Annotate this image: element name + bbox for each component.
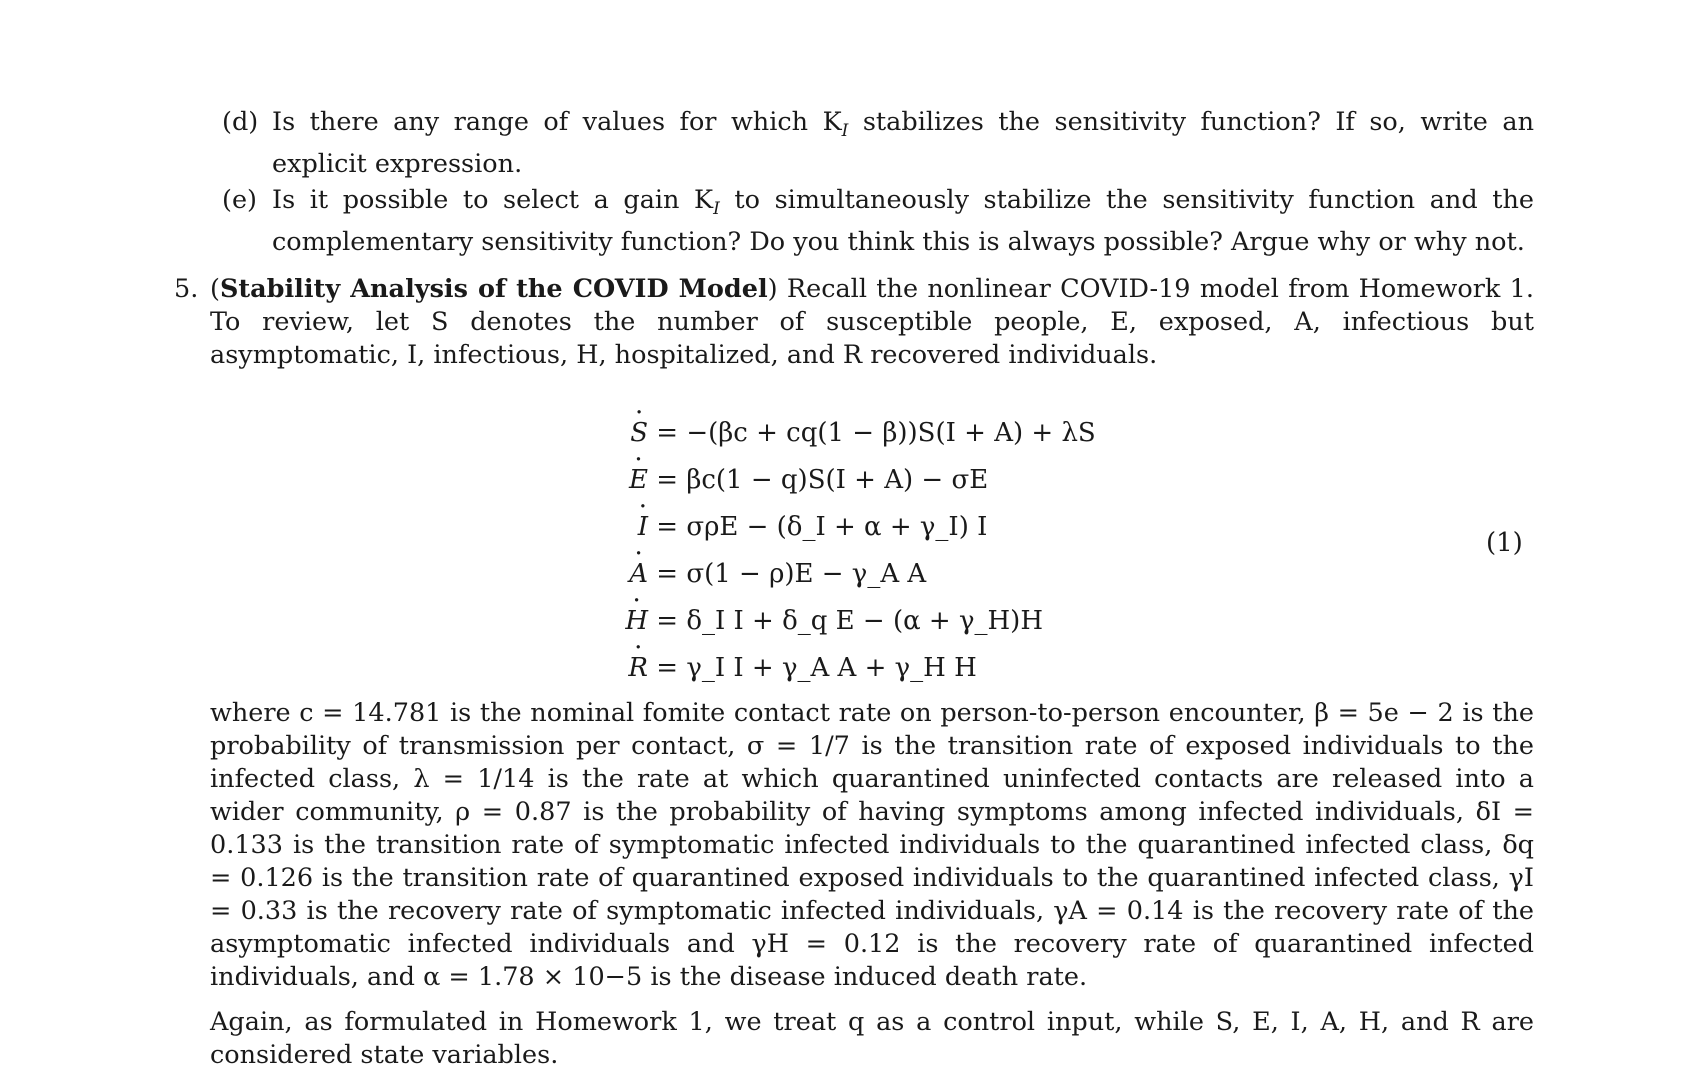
problem-5-close-paren: )	[767, 274, 778, 304]
equation-i	[600, 504, 1096, 551]
item-d-label: (d)	[222, 107, 259, 137]
item-e-part1: Is it possible to select a gain K	[272, 185, 714, 215]
equation-s-rhs: = −(βc + cq(1 − β))S(I + A) + λS	[656, 418, 1096, 448]
item-d-part1: Is there any range of values for which K	[272, 107, 842, 137]
equation-i-rhs: = σρE − (δ_I + α + γ_I) I	[656, 512, 988, 542]
item-e-text	[272, 184, 1534, 259]
parameters-paragraph: where c = 14.781 is the nominal fomite contact rate on person-to-person encounter, β = 5e − 2 is the probability of transmission per contact, σ = 1/7 is the transition rate of exposed individuals to the infected class, λ = 1/14 is the rate at which quarantined uninfected contacts are released into a wider community, ρ = 0.87 is the probability of having symptoms among infected individuals, δI = 0.133 is the transition rate of symptomatic infected individuals to the quarantined infected class, δq = 0.126 is the transition rate of quarantined exposed individuals to the quarantined infected class, γI = 0.33 is the recovery rate of symptomatic infected individuals, γA = 0.14 is the recovery rate of the asymptomatic infected individuals and γH = 0.12 is the recovery rate of quarantined infected individuals, and α = 1.78 × 10−5 is the disease induced death rate.	[210, 698, 1534, 992]
equation-h-rhs: = δ_I I + δ_q E − (α + γ_H)H	[656, 606, 1043, 636]
equation-h-lhs: · H	[625, 598, 648, 645]
closing-paragraph: Again, as formulated in Homework 1, we treat q as a control input, while S, E, I, A, H, and R are considered state variables.	[210, 1007, 1534, 1070]
equation-number: (1)	[1486, 528, 1523, 558]
equation-s	[600, 410, 1096, 457]
equation-system	[600, 410, 1096, 692]
item-e-part2: to simultaneously stabilize the sensitivity function and the complementary sensitivity function? Do you think this is always possible? Argue why or why not.	[272, 185, 1534, 257]
item-d-part2: stabilizes the sensitivity function? If so, write an explicit expression.	[272, 107, 1534, 179]
equation-e-rhs: = βc(1 − q)S(I + A) − σE	[656, 465, 989, 495]
equation-s-lhs: · S	[630, 410, 648, 457]
problem-5-intro	[210, 273, 1534, 372]
equation-h	[600, 598, 1096, 645]
problem-5-open-paren: (	[210, 274, 220, 304]
equation-r-rhs: = γ_I I + γ_A A + γ_H H	[656, 653, 977, 683]
equation-r	[600, 645, 1096, 692]
item-e-sub: I	[713, 199, 720, 219]
problem-5-intro-text: Recall the nonlinear COVID-19 model from Homework 1. To review, let S denotes the number of susceptible people, E, exposed, A, infectious but asymptomatic, I, infectious, H, hospitalized, and R recovered individuals.	[210, 274, 1534, 370]
equation-e-lhs: · E	[629, 457, 648, 504]
equation-r-lhs: · R	[628, 645, 648, 692]
equation-a-lhs: · A	[629, 551, 648, 598]
problem-5-number: 5.	[174, 274, 199, 304]
equation-a-rhs: = σ(1 − ρ)E − γ_A A	[656, 559, 927, 589]
equation-a	[600, 551, 1096, 598]
problem-5-title: Stability Analysis of the COVID Model	[219, 274, 768, 304]
equation-i-lhs: · I	[638, 504, 648, 551]
item-d-text	[272, 106, 1534, 181]
item-d-sub: I	[841, 121, 849, 141]
item-e-label: (e)	[222, 185, 257, 215]
equation-e	[600, 457, 1096, 504]
